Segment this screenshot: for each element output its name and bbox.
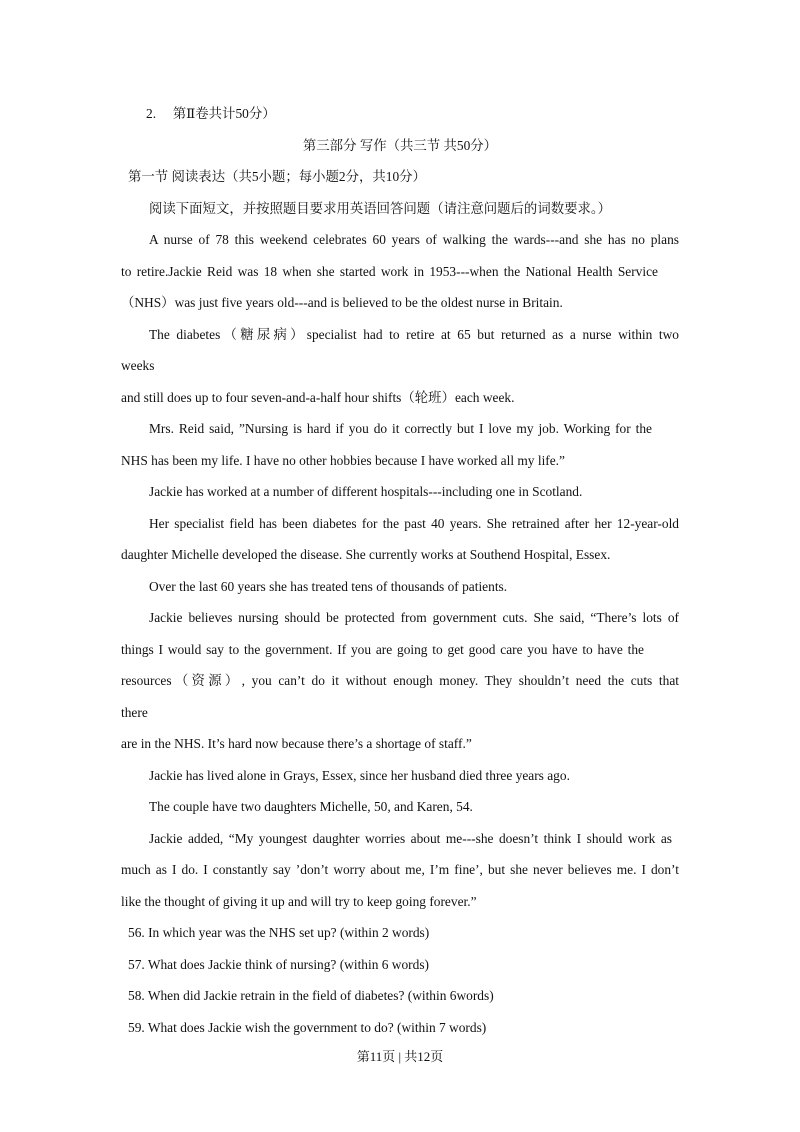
passage-line: Jackie has worked at a number of different hospitals---including one in Scotland.: [149, 484, 583, 499]
passage-line: to retire.Jackie Reid was 18 when she started work in 1953---when the National Health Service: [121, 264, 658, 279]
passage-line: like the thought of giving it up and will try to keep going forever.”: [121, 894, 477, 909]
passage-line: daughter Michelle developed the disease. She currently works at Southend Hospital, Essex.: [121, 547, 611, 562]
passage-line: （NHS）was just five years old---and is believed to be the oldest nurse in Britain.: [121, 295, 563, 310]
passage-line: Jackie believes nursing should be protected from government cuts. She said, “There’s lots of: [149, 610, 679, 625]
passage-line: The couple have two daughters Michelle, 50, and Karen, 54.: [149, 799, 473, 814]
header-line: 2. 第Ⅱ卷共计50分）: [146, 106, 276, 121]
passage-line: Over the last 60 years she has treated tens of thousands of patients.: [149, 579, 508, 594]
passage-line: Jackie added, “My youngest daughter worries about me---she doesn’t think I should work as: [149, 831, 672, 846]
passage-line: Jackie has lived alone in Grays, Essex, since her husband died three years ago.: [149, 768, 570, 783]
part-title: 第三部分 写作（共三节 共50分）: [302, 138, 498, 153]
passage-line: A nurse of 78 this weekend celebrates 60 years of walking the wards---and she has no plans: [149, 232, 679, 247]
question-57: 57. What does Jackie think of nursing? (within 6 words): [128, 957, 429, 972]
passage-line: weeks: [121, 358, 155, 373]
passage-line: much as I do. I constantly say ’don’t worry about me, I’m fine’, but she never believes me. I don’t: [121, 862, 679, 877]
instruction: 阅读下面短文，并按照题目要求用英语回答问题（请注意问题后的词数要求。）: [149, 201, 611, 216]
passage-line: there: [121, 705, 148, 720]
passage-line: Mrs. Reid said, ”Nursing is hard if you do it correctly but I love my job. Working for the: [149, 421, 652, 436]
passage-line: NHS has been my life. I have no other hobbies because I have worked all my life.”: [121, 453, 565, 468]
question-59: 59. What does Jackie wish the government to do? (within 7 words): [128, 1020, 487, 1035]
passage-line: Her specialist field has been diabetes for the past 40 years. She retrained after her 12-year-old: [149, 516, 679, 531]
passage-line: are in the NHS. It’s hard now because there’s a shortage of staff.”: [121, 736, 472, 751]
passage-line: and still does up to four seven-and-a-half hour shifts（轮班）each week.: [121, 390, 515, 405]
question-56: 56. In which year was the NHS set up? (within 2 words): [128, 925, 430, 940]
passage-line: The diabetes（糖尿病）specialist had to retire at 65 but returned as a nurse within two: [149, 327, 679, 342]
passage-line: resources（资源）, you can’t do it without enough money. They shouldn’t need the cuts that: [121, 673, 679, 688]
question-58: 58. When did Jackie retrain in the field of diabetes? (within 6words): [128, 988, 494, 1003]
section-title: 第一节 阅读表达（共5小题；每小题2分，共10分）: [128, 169, 426, 184]
passage-line: things I would say to the government. If you are going to get good care you have to have the: [121, 642, 644, 657]
page-footer: 第11页 | 共12页: [356, 1049, 444, 1064]
